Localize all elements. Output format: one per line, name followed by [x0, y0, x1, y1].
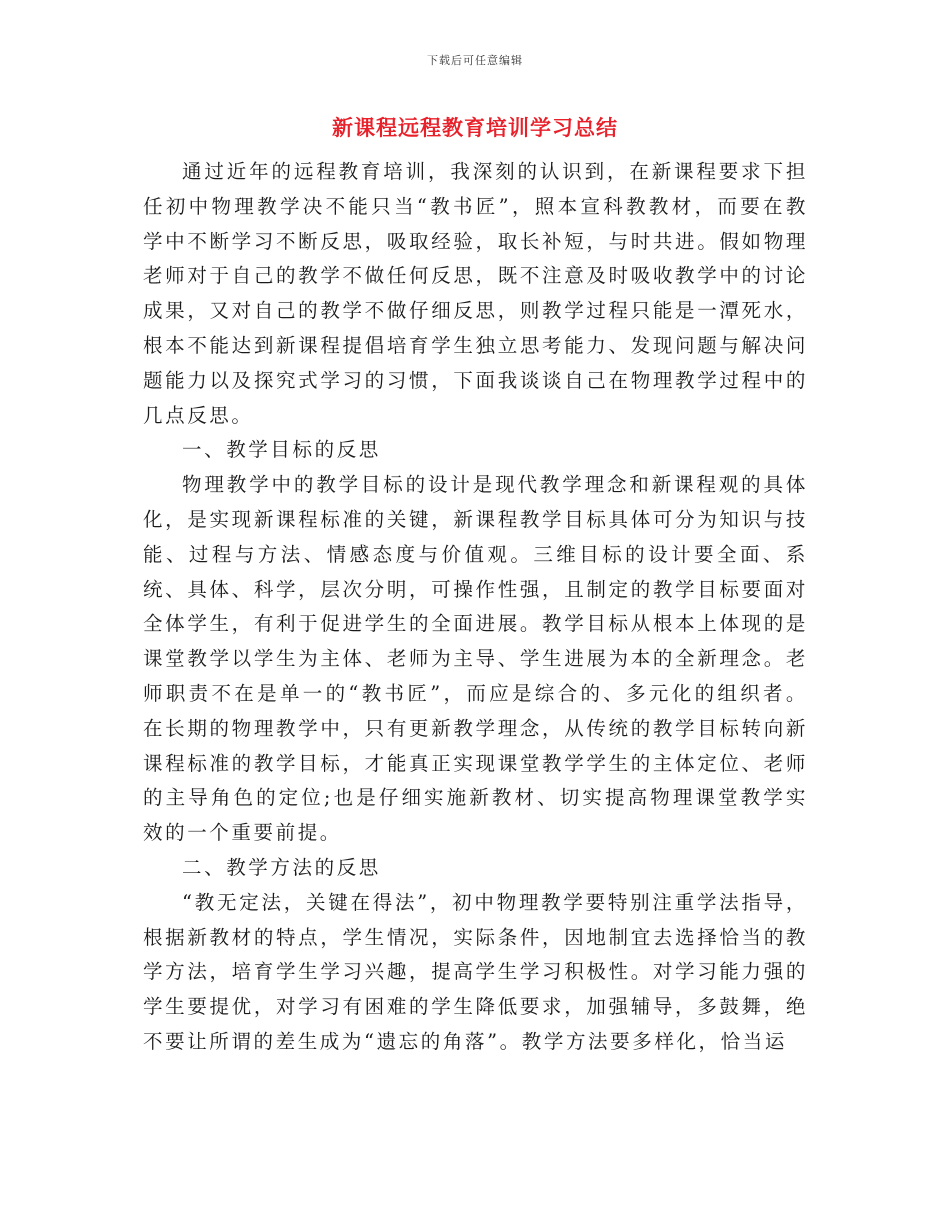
document-body	[143, 155, 808, 1060]
document-title: 新课程远程教育培训学习总结	[332, 115, 618, 140]
section-heading-goals: 一、教学目标的反思	[182, 438, 381, 462]
paragraph-intro: 通过近年的远程教育培训，我深刻的认识到，在新课程要求下担任初中物理教学决不能只当“教书匠”，照本宣科教教材，而要在教学中不断学习不断反思，吸取经验，取长补短，与时共进。假如物理老师对于自己的教学不做任何反思，既不注意及时吸收教学中的讨论成果，又对自己的教学不做仔细反思，则教学过程只能是一潭死水，根本不能达到新课程提倡培育学生独立思考能力、发现问题与解决问题能力以及探究式学习的习惯，下面我谈谈自己在物理教学过程中的几点反思。	[143, 160, 808, 427]
paragraph-methods: “教无定法，关键在得法”，初中物理教学要特别注重学法指导，根据新教材的特点，学生情况，实际条件，因地制宜去选择恰当的教学方法，培育学生学习兴趣，提高学生学习积极性。对学习能力强的学生要提优，对学习有困难的学生降低要求，加强辅导，多鼓舞，绝不要让所谓的差生成为“遗忘的角落”。教学方法要多样化，恰当运	[143, 890, 808, 1053]
header-note: 下载后可任意编辑	[427, 54, 523, 67]
paragraph-goals: 物理教学中的教学目标的设计是现代教学理念和新课程观的具体化，是实现新课程标准的关键，新课程教学目标具体可分为知识与技能、过程与方法、情感态度与价值观。三维目标的设计要全面、系统、具体、科学，层次分明，可操作性强，且制定的教学目标要面对全体学生，有利于促进学生的全面进展。教学目标从根本上体现的是课堂教学以学生为主体、老师为主导、学生进展为本的全新理念。老师职责不在是单一的“教书匠”，而应是综合的、多元化的组织者。在长期的物理教学中，只有更新教学理念，从传统的教学目标转向新课程标准的教学目标，才能真正实现课堂教学学生的主体定位、老师的主导角色的定位;也是仔细实施新教材、切实提高物理课堂教学实效的一个重要前提。	[143, 473, 808, 845]
section-heading-methods: 二、教学方法的反思	[182, 855, 381, 879]
